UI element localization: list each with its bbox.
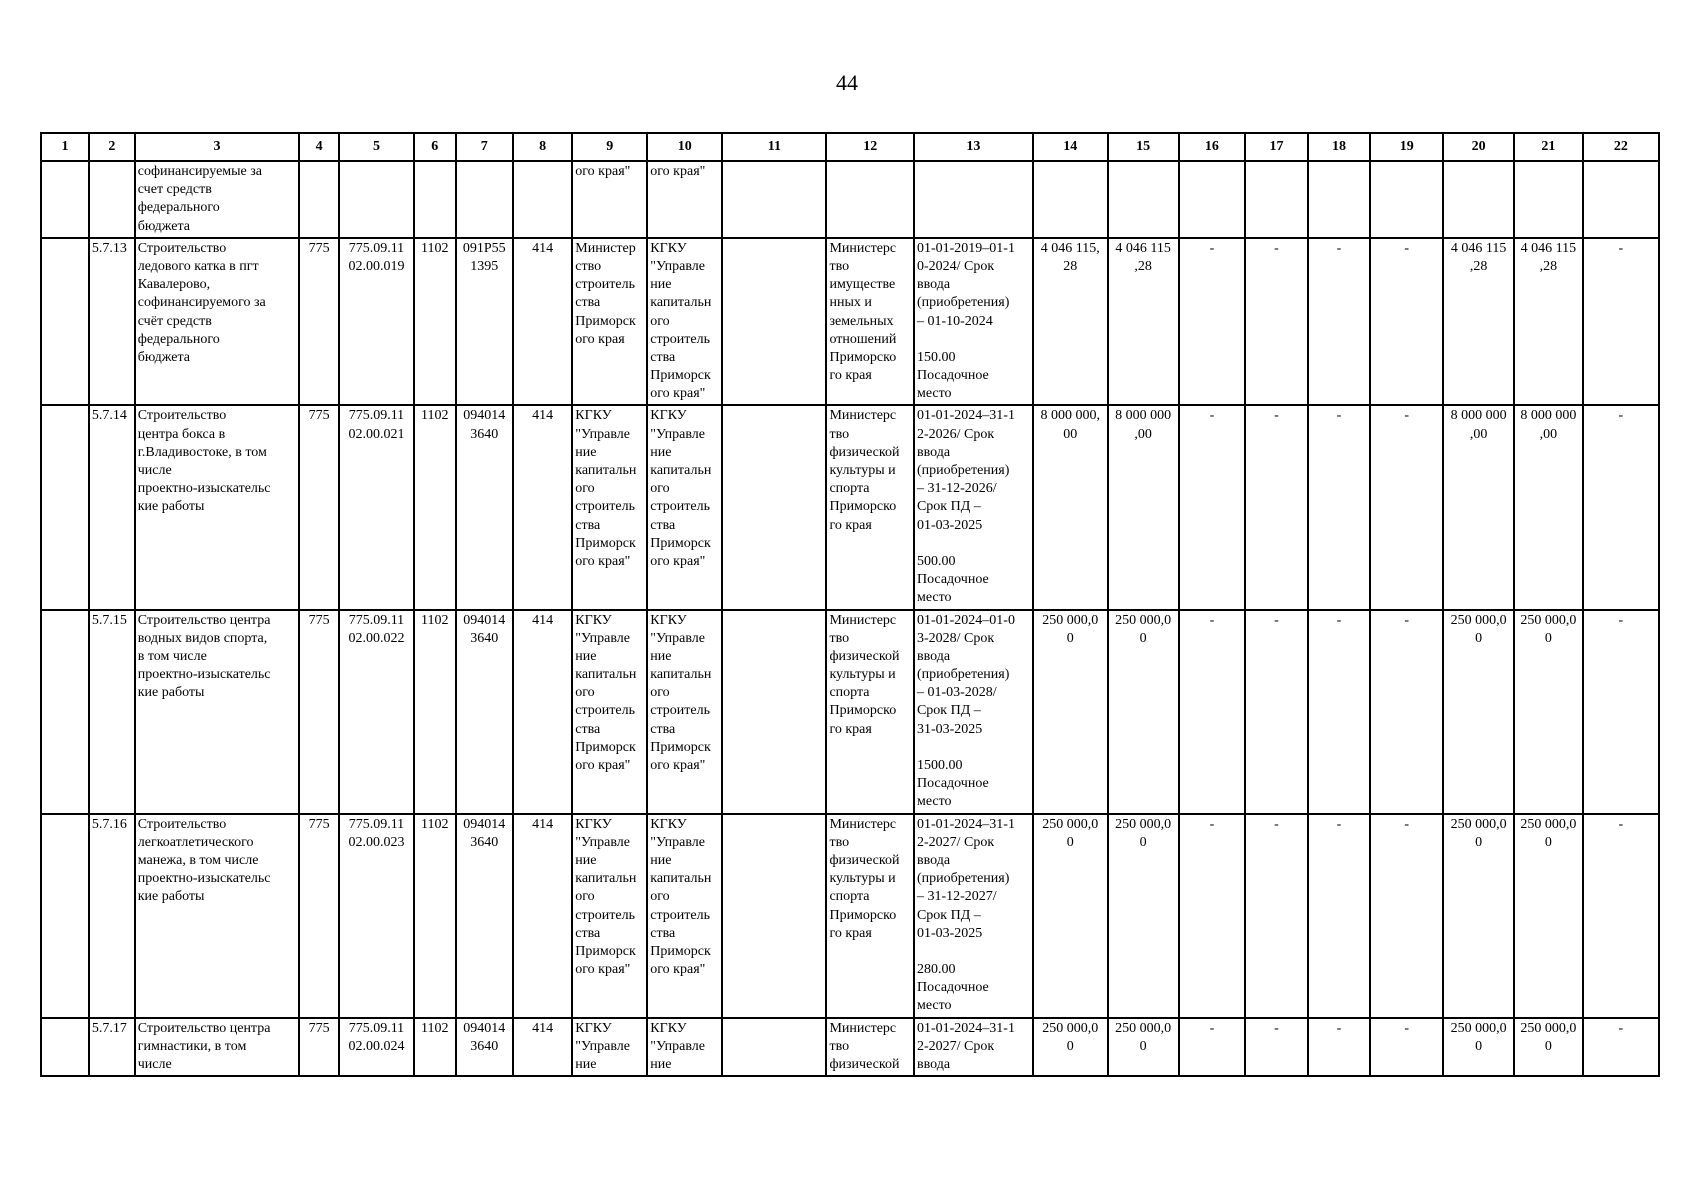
table-cell-col-9: КГКУ "Управле ние капитальн ого строитель ства Приморск ого края" — [572, 610, 647, 814]
table-cell-col-20: 250 000,0 0 — [1443, 610, 1514, 814]
table-cell-col-18: - — [1308, 238, 1371, 406]
column-header: 1 — [41, 133, 89, 161]
table-cell-col-10: КГКУ "Управле ние капитальн ого строитель ства Приморск ого края" — [647, 405, 722, 609]
table-cell-col-21 — [1514, 161, 1583, 238]
table-cell-col-7 — [456, 161, 513, 238]
table-cell-col-4: 775 — [299, 405, 339, 609]
table-cell-col-17: - — [1245, 238, 1308, 406]
table-row — [41, 814, 1659, 1018]
table-cell-col-14: 250 000,0 0 — [1033, 1018, 1108, 1077]
table-cell-col-12: Министерс тво физической — [826, 1018, 914, 1077]
table-cell-col-11 — [722, 238, 826, 406]
table-cell-col-15: 8 000 000 ,00 — [1108, 405, 1179, 609]
table-cell-col-16: - — [1179, 610, 1246, 814]
table-cell-col-19: - — [1370, 405, 1443, 609]
table-cell-col-13: 01-01-2019–01-1 0-2024/ Срок ввода (приобретения) – 01-10-2024 150.00 Посадочное место — [914, 238, 1033, 406]
table-cell-col-17: - — [1245, 610, 1308, 814]
table-cell-col-18: - — [1308, 814, 1371, 1018]
table-cell-col-21: 250 000,0 0 — [1514, 1018, 1583, 1077]
table-cell-col-22: - — [1583, 1018, 1659, 1077]
table-cell-col-15: 250 000,0 0 — [1108, 1018, 1179, 1077]
table-cell-col-16: - — [1179, 405, 1246, 609]
table-cell-col-6: 1102 — [414, 610, 456, 814]
table-cell-col-21: 250 000,0 0 — [1514, 610, 1583, 814]
table-cell-col-16: - — [1179, 1018, 1246, 1077]
table-cell-col-22: - — [1583, 238, 1659, 406]
column-header: 8 — [513, 133, 572, 161]
column-header: 4 — [299, 133, 339, 161]
table-row — [41, 238, 1659, 406]
table-cell-col-15: 250 000,0 0 — [1108, 814, 1179, 1018]
table-row — [41, 1018, 1659, 1077]
table-cell-col-2: 5.7.17 — [89, 1018, 135, 1077]
table-cell-col-8 — [513, 161, 572, 238]
table-cell-col-3: Строительство центра водных видов спорта, в том числе проектно-изыскательс кие работы — [135, 610, 300, 814]
table-cell-col-1 — [41, 405, 89, 609]
table-cell-col-4: 775 — [299, 814, 339, 1018]
table-cell-col-16 — [1179, 161, 1246, 238]
column-header: 5 — [339, 133, 414, 161]
table-cell-col-8: 414 — [513, 814, 572, 1018]
table-cell-col-10: КГКУ "Управле ние капитальн ого строитель ства Приморск ого края" — [647, 238, 722, 406]
table-cell-col-2: 5.7.15 — [89, 610, 135, 814]
column-header: 11 — [722, 133, 826, 161]
table-cell-col-19: - — [1370, 814, 1443, 1018]
table-cell-col-10: КГКУ "Управле ние — [647, 1018, 722, 1077]
table-cell-col-11 — [722, 405, 826, 609]
column-header: 17 — [1245, 133, 1308, 161]
table-cell-col-1 — [41, 1018, 89, 1077]
column-header: 21 — [1514, 133, 1583, 161]
table-cell-col-3: Строительство центра гимнастики, в том числе — [135, 1018, 300, 1077]
table-cell-col-1 — [41, 610, 89, 814]
table-cell-col-15: 4 046 115 ,28 — [1108, 238, 1179, 406]
table-body — [41, 161, 1659, 1076]
column-header: 3 — [135, 133, 300, 161]
table-cell-col-14: 250 000,0 0 — [1033, 610, 1108, 814]
table-cell-col-13: 01-01-2024–31-1 2-2026/ Срок ввода (приобретения) – 31-12-2026/ Срок ПД – 01-03-2025 500.00 Посадочное место — [914, 405, 1033, 609]
table-cell-col-15: 250 000,0 0 — [1108, 610, 1179, 814]
table-cell-col-6: 1102 — [414, 238, 456, 406]
table-cell-col-3: Строительство ледового катка в пгт Кавалерово, софинансируемого за счёт средств федерального бюджета — [135, 238, 300, 406]
table-cell-col-8: 414 — [513, 238, 572, 406]
table-cell-col-6: 1102 — [414, 1018, 456, 1077]
table-cell-col-7: 091Р55 1395 — [456, 238, 513, 406]
table-cell-col-22: - — [1583, 405, 1659, 609]
table-cell-col-14 — [1033, 161, 1108, 238]
table-cell-col-12: Министерс тво физической культуры и спорта Приморско го края — [826, 814, 914, 1018]
table-cell-col-20 — [1443, 161, 1514, 238]
table-cell-col-7: 094014 3640 — [456, 610, 513, 814]
table-cell-col-1 — [41, 814, 89, 1018]
table-cell-col-19: - — [1370, 610, 1443, 814]
table-cell-col-1 — [41, 161, 89, 238]
table-cell-col-4: 775 — [299, 610, 339, 814]
table-cell-col-18 — [1308, 161, 1371, 238]
column-header: 6 — [414, 133, 456, 161]
table-cell-col-11 — [722, 814, 826, 1018]
table-cell-col-4: 775 — [299, 1018, 339, 1077]
table-cell-col-2: 5.7.13 — [89, 238, 135, 406]
table-cell-col-5: 775.09.11 02.00.024 — [339, 1018, 414, 1077]
table-cell-col-12: Министерс тво физической культуры и спорта Приморско го края — [826, 610, 914, 814]
table-cell-col-22 — [1583, 161, 1659, 238]
table-cell-col-10: КГКУ "Управле ние капитальн ого строитель ства Приморск ого края" — [647, 610, 722, 814]
table-cell-col-19: - — [1370, 1018, 1443, 1077]
table-cell-col-21: 250 000,0 0 — [1514, 814, 1583, 1018]
table-row — [41, 405, 1659, 609]
column-header: 7 — [456, 133, 513, 161]
column-header: 16 — [1179, 133, 1246, 161]
table-row — [41, 610, 1659, 814]
table-cell-col-19 — [1370, 161, 1443, 238]
table-cell-col-22: - — [1583, 814, 1659, 1018]
table-cell-col-10: КГКУ "Управле ние капитальн ого строитель ства Приморск ого края" — [647, 814, 722, 1018]
table-cell-col-16: - — [1179, 238, 1246, 406]
table-cell-col-7: 094014 3640 — [456, 1018, 513, 1077]
table-cell-col-2: 5.7.14 — [89, 405, 135, 609]
column-header: 2 — [89, 133, 135, 161]
column-header: 22 — [1583, 133, 1659, 161]
table-cell-col-17 — [1245, 161, 1308, 238]
table-cell-col-9: Министер ство строитель ства Приморск ого края — [572, 238, 647, 406]
table-cell-col-17: - — [1245, 405, 1308, 609]
table-cell-col-21: 4 046 115 ,28 — [1514, 238, 1583, 406]
table-cell-col-18: - — [1308, 405, 1371, 609]
column-header: 10 — [647, 133, 722, 161]
table-cell-col-11 — [722, 610, 826, 814]
column-header: 18 — [1308, 133, 1371, 161]
table-cell-col-18: - — [1308, 610, 1371, 814]
table-cell-col-9: КГКУ "Управле ние — [572, 1018, 647, 1077]
table-cell-col-7: 094014 3640 — [456, 405, 513, 609]
table-cell-col-18: - — [1308, 1018, 1371, 1077]
table-cell-col-13: 01-01-2024–31-1 2-2027/ Срок ввода (приобретения) – 31-12-2027/ Срок ПД – 01-03-2025 280.00 Посадочное место — [914, 814, 1033, 1018]
table-cell-col-2: 5.7.16 — [89, 814, 135, 1018]
table-cell-col-11 — [722, 161, 826, 238]
table-cell-col-6: 1102 — [414, 814, 456, 1018]
table-cell-col-2 — [89, 161, 135, 238]
table-cell-col-20: 8 000 000 ,00 — [1443, 405, 1514, 609]
table-cell-col-14: 8 000 000, 00 — [1033, 405, 1108, 609]
table-cell-col-15 — [1108, 161, 1179, 238]
table-cell-col-6: 1102 — [414, 405, 456, 609]
table-cell-col-7: 094014 3640 — [456, 814, 513, 1018]
table-cell-col-13: 01-01-2024–01-0 3-2028/ Срок ввода (приобретения) – 01-03-2028/ Срок ПД – 31-03-2025 1500.00 Посадочное место — [914, 610, 1033, 814]
table-cell-col-14: 4 046 115, 28 — [1033, 238, 1108, 406]
table-cell-col-20: 250 000,0 0 — [1443, 814, 1514, 1018]
table-cell-col-9: КГКУ "Управле ние капитальн ого строитель ства Приморск ого края" — [572, 405, 647, 609]
table-row — [41, 161, 1659, 238]
table-cell-col-22: - — [1583, 610, 1659, 814]
header-row — [41, 133, 1659, 161]
column-header: 9 — [572, 133, 647, 161]
column-header: 15 — [1108, 133, 1179, 161]
table-cell-col-4 — [299, 161, 339, 238]
table-cell-col-3: Строительство центра бокса в г.Владивостоке, в том числе проектно-изыскательс кие работы — [135, 405, 300, 609]
table-cell-col-17: - — [1245, 1018, 1308, 1077]
table-cell-col-6 — [414, 161, 456, 238]
column-header: 20 — [1443, 133, 1514, 161]
table-cell-col-16: - — [1179, 814, 1246, 1018]
table-cell-col-20: 250 000,0 0 — [1443, 1018, 1514, 1077]
table-cell-col-8: 414 — [513, 1018, 572, 1077]
column-header: 19 — [1370, 133, 1443, 161]
table-cell-col-5 — [339, 161, 414, 238]
table-cell-col-20: 4 046 115 ,28 — [1443, 238, 1514, 406]
table-cell-col-9: ого края" — [572, 161, 647, 238]
budget-table — [40, 132, 1660, 1077]
table-cell-col-10: ого края" — [647, 161, 722, 238]
table-cell-col-19: - — [1370, 238, 1443, 406]
table-cell-col-3: Строительство легкоатлетического манежа, в том числе проектно-изыскательс кие работы — [135, 814, 300, 1018]
table-cell-col-13: 01-01-2024–31-1 2-2027/ Срок ввода — [914, 1018, 1033, 1077]
column-header: 13 — [914, 133, 1033, 161]
page-number: 44 — [836, 70, 858, 95]
column-header: 14 — [1033, 133, 1108, 161]
table-cell-col-5: 775.09.11 02.00.023 — [339, 814, 414, 1018]
table-cell-col-8: 414 — [513, 610, 572, 814]
table-cell-col-21: 8 000 000 ,00 — [1514, 405, 1583, 609]
table-cell-col-5: 775.09.11 02.00.022 — [339, 610, 414, 814]
table-cell-col-12 — [826, 161, 914, 238]
table-cell-col-12: Министерс тво имуществе нных и земельных отношений Приморско го края — [826, 238, 914, 406]
table-cell-col-1 — [41, 238, 89, 406]
table-cell-col-17: - — [1245, 814, 1308, 1018]
table-cell-col-5: 775.09.11 02.00.019 — [339, 238, 414, 406]
table-cell-col-8: 414 — [513, 405, 572, 609]
column-header: 12 — [826, 133, 914, 161]
table-cell-col-12: Министерс тво физической культуры и спорта Приморско го края — [826, 405, 914, 609]
table-cell-col-11 — [722, 1018, 826, 1077]
table-cell-col-9: КГКУ "Управле ние капитальн ого строитель ства Приморск ого края" — [572, 814, 647, 1018]
table-cell-col-5: 775.09.11 02.00.021 — [339, 405, 414, 609]
table-cell-col-13 — [914, 161, 1033, 238]
table-cell-col-14: 250 000,0 0 — [1033, 814, 1108, 1018]
table-cell-col-4: 775 — [299, 238, 339, 406]
table-cell-col-3: софинансируемые за счет средств федерального бюджета — [135, 161, 300, 238]
